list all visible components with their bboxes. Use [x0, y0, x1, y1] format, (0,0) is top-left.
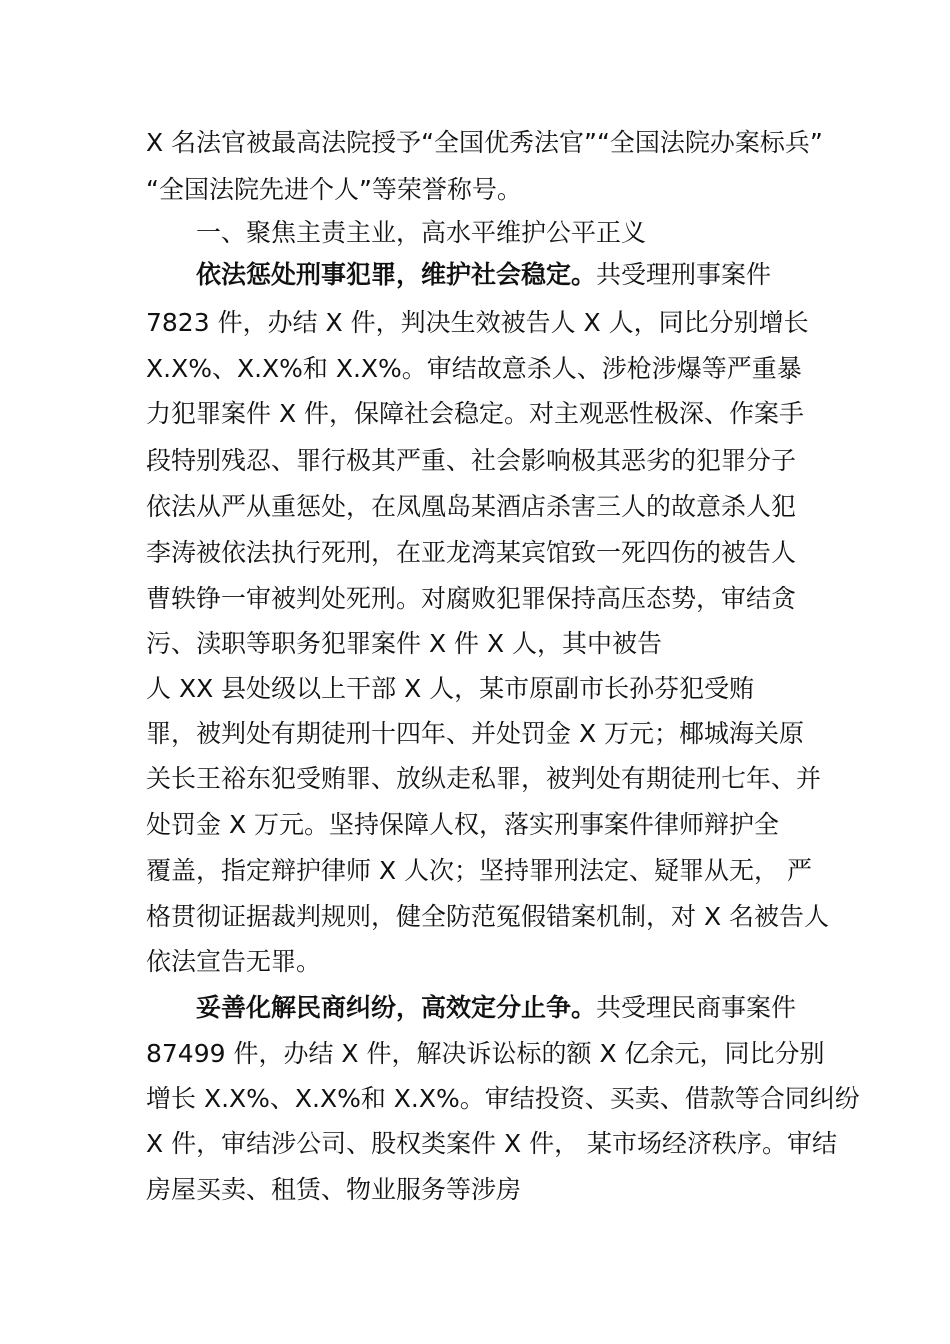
paragraph-1-line: 处罚金 X 万元。坚持保障人权，落实刑事案件律师辩护全: [146, 810, 780, 839]
intro-line-1: X 名法官被最高法院授予“全国优秀法官”“全国法院办案标兵”: [146, 128, 823, 157]
paragraph-1-line: 李涛被依法执行死刑，在亚龙湾某宾馆致一死四伤的被告人: [146, 538, 797, 567]
paragraph-2-lead: 妥善化解民商纠纷，高效定分止争。: [196, 993, 597, 1022]
paragraph-1-line: 曹轶铮一审被判处死刑。对腐败犯罪保持高压态势，审结贪: [146, 584, 797, 613]
intro-line-2: “全国法院先进个人”等荣誉称号。: [146, 175, 522, 204]
paragraph-2-line: X 件，审结涉公司、股权类案件 X 件， 某市场经济秩序。审结: [146, 1129, 838, 1158]
paragraph-2-line: 房屋买卖、租赁、物业服务等涉房: [146, 1175, 522, 1204]
paragraph-1-line: X.X%、X.X%和 X.X%。审结故意杀人、涉枪涉爆等严重暴: [146, 354, 802, 383]
paragraph-1-line: 罪，被判处有期徒刑十四年、并处罚金 X 万元；椰城海关原: [146, 719, 805, 748]
paragraph-2-first-line-rest: 共受理民商事案件: [596, 993, 797, 1022]
paragraph-1-line: 力犯罪案件 X 件，保障社会稳定。对主观恶性极深、作案手: [146, 399, 805, 428]
paragraph-2-first-line: [196, 993, 796, 1023]
paragraph-1-first-line-rest: 共受理刑事案件: [596, 260, 772, 289]
paragraph-1-line: 7823 件，办结 X 件，判决生效被告人 X 人，同比分别增长: [146, 308, 809, 337]
paragraph-1-line: 段特别残忍、罪行极其严重、社会影响极其恶劣的犯罪分子: [146, 446, 797, 475]
paragraph-1-line: 格贯彻证据裁判规则，健全防范冤假错案机制，对 X 名被告人: [146, 902, 830, 931]
paragraph-1-line: 依法宣告无罪。: [146, 947, 322, 976]
paragraph-1-line: 关长王裕东犯受贿罪、放纵走私罪，被判处有期徒刑七年、并: [146, 764, 822, 793]
paragraph-1-line: 人 XX 县处级以上干部 X 人，某市原副市长孙芬犯受贿: [146, 674, 755, 703]
paragraph-2-line: 增长 X.X%、X.X%和 X.X%。审结投资、买卖、借款等合同纠纷: [146, 1084, 860, 1113]
paragraph-2-line: 87499 件，办结 X 件，解决诉讼标的额 X 亿余元，同比分别: [146, 1039, 825, 1068]
paragraph-1-line: 依法从严从重惩处，在凤凰岛某酒店杀害三人的故意杀人犯: [146, 492, 797, 521]
paragraph-1-lead: 依法惩处刑事犯罪，维护社会稳定。: [196, 260, 597, 289]
section-heading: 一、聚焦主责主业，高水平维护公平正义: [196, 218, 647, 247]
paragraph-1-first-line: [196, 260, 771, 290]
paragraph-1-line: 污、渎职等职务犯罪案件 X 件 X 人，其中被告: [146, 629, 663, 658]
paragraph-1-line: 覆盖，指定辩护律师 X 人次；坚持罪刑法定、疑罪从无， 严: [146, 856, 812, 885]
